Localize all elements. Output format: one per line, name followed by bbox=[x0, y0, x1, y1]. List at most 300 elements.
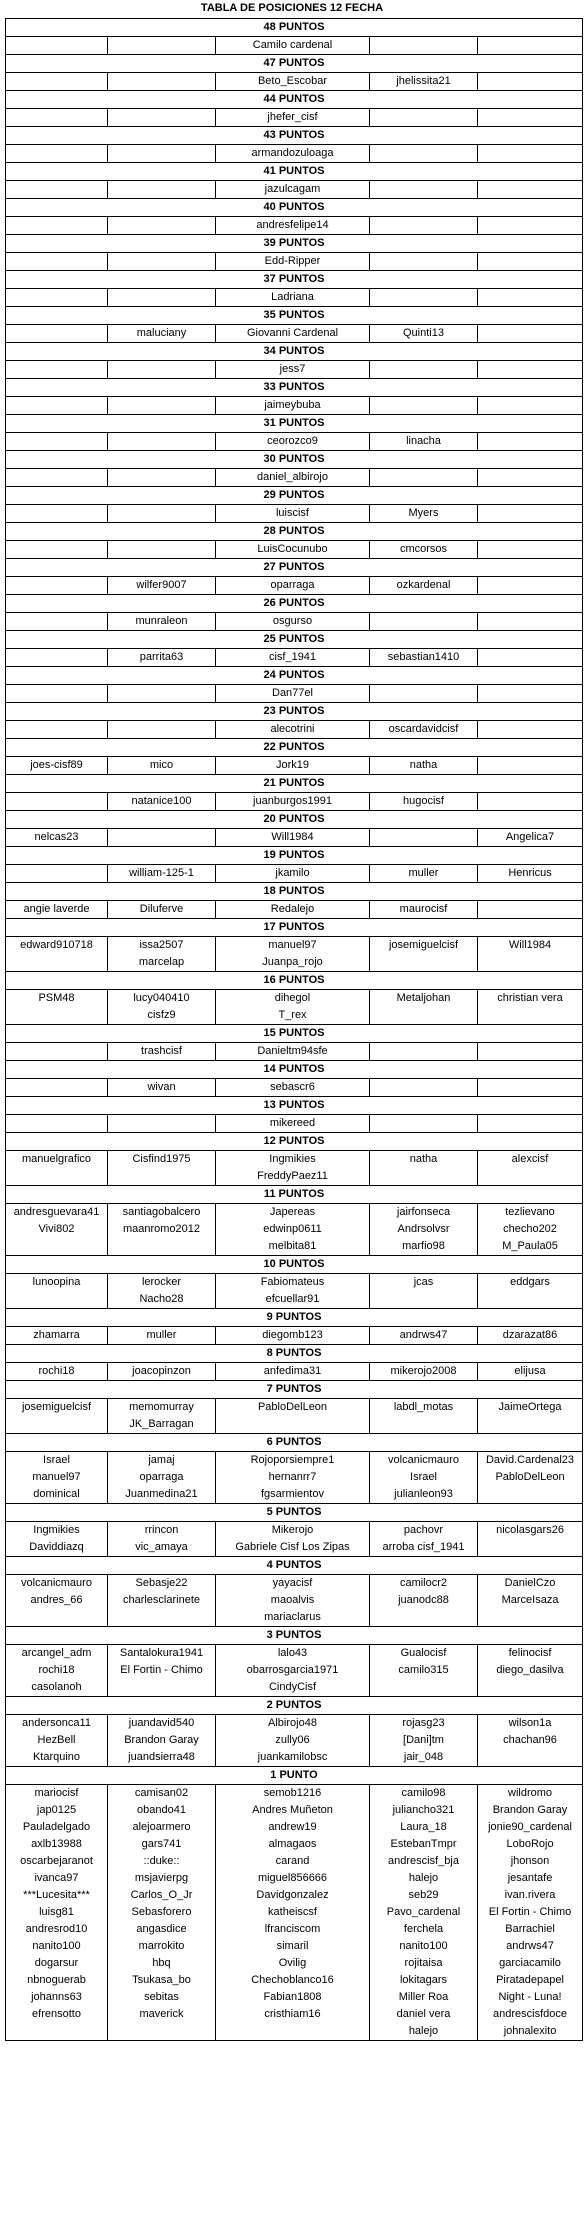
points-header: 23 PUNTOS bbox=[6, 703, 583, 721]
points-header: 16 PUNTOS bbox=[6, 972, 583, 990]
player-cell: andersonca11 bbox=[6, 1715, 108, 1733]
points-header: 48 PUNTOS bbox=[6, 19, 583, 37]
player-cell bbox=[370, 109, 478, 127]
player-cell: natanice100 bbox=[108, 793, 216, 811]
player-cell: Santalokura1941 bbox=[108, 1645, 216, 1663]
player-cell: edward910718 bbox=[6, 937, 108, 955]
player-cell: andres_66 bbox=[6, 1592, 108, 1609]
player-cell: Redalejo bbox=[216, 901, 370, 919]
table-row bbox=[6, 1399, 583, 1417]
points-header: 34 PUNTOS bbox=[6, 343, 583, 361]
player-cell: LoboRojo bbox=[478, 1836, 583, 1853]
player-cell: diego_dasilva bbox=[478, 1662, 583, 1679]
player-cell: josemiguelcisf bbox=[370, 937, 478, 955]
player-cell: natha bbox=[370, 757, 478, 775]
player-cell: andresfelipe14 bbox=[216, 217, 370, 235]
player-cell: jazulcagam bbox=[216, 181, 370, 199]
player-cell: juliancho321 bbox=[370, 1802, 478, 1819]
player-cell: Ovilig bbox=[216, 1955, 370, 1972]
player-cell: garciacamilo bbox=[478, 1955, 583, 1972]
player-cell: marcelap bbox=[108, 954, 216, 972]
points-header: 13 PUNTOS bbox=[6, 1097, 583, 1115]
player-cell: lunoopina bbox=[6, 1274, 108, 1292]
player-cell: Rojoporsiempre1 bbox=[216, 1452, 370, 1470]
player-cell: santiagobalcero bbox=[108, 1204, 216, 1222]
points-header-row bbox=[6, 271, 583, 289]
player-cell bbox=[478, 685, 583, 703]
table-row bbox=[6, 2006, 583, 2023]
player-cell bbox=[478, 1168, 583, 1186]
table-row bbox=[6, 1522, 583, 1540]
player-cell: andrew19 bbox=[216, 1819, 370, 1836]
table-row bbox=[6, 217, 583, 235]
table-row bbox=[6, 1363, 583, 1381]
points-header-row bbox=[6, 235, 583, 253]
points-header-row bbox=[6, 199, 583, 217]
player-cell: jkamilo bbox=[216, 865, 370, 883]
player-cell: joes-cisf89 bbox=[6, 757, 108, 775]
player-cell bbox=[478, 505, 583, 523]
player-cell: lalo43 bbox=[216, 1645, 370, 1663]
player-cell: juanodc88 bbox=[370, 1592, 478, 1609]
player-cell bbox=[370, 253, 478, 271]
points-header: 44 PUNTOS bbox=[6, 91, 583, 109]
player-cell: hbq bbox=[108, 1955, 216, 1972]
player-cell: Nacho28 bbox=[108, 1291, 216, 1309]
table-row bbox=[6, 145, 583, 163]
points-header-row bbox=[6, 1256, 583, 1274]
points-header-row bbox=[6, 1133, 583, 1151]
player-cell: maanromo2012 bbox=[108, 1221, 216, 1238]
points-header: 25 PUNTOS bbox=[6, 631, 583, 649]
player-cell: Fabiomateus bbox=[216, 1274, 370, 1292]
player-cell: juankamilobsc bbox=[216, 1749, 370, 1767]
points-header-row bbox=[6, 1767, 583, 1785]
player-cell bbox=[370, 1609, 478, 1627]
player-cell: jaimeybuba bbox=[216, 397, 370, 415]
points-header-row bbox=[6, 1097, 583, 1115]
player-cell bbox=[478, 1749, 583, 1767]
player-cell: Juanpa_rojo bbox=[216, 954, 370, 972]
player-cell: ::duke:: bbox=[108, 1853, 216, 1870]
player-cell: eddgars bbox=[478, 1274, 583, 1292]
player-cell: volcanicmauro bbox=[370, 1452, 478, 1470]
player-cell bbox=[478, 1043, 583, 1061]
player-cell bbox=[108, 505, 216, 523]
player-cell bbox=[478, 109, 583, 127]
player-cell bbox=[6, 73, 108, 91]
points-header: 39 PUNTOS bbox=[6, 235, 583, 253]
player-cell: gars741 bbox=[108, 1836, 216, 1853]
player-cell bbox=[478, 1115, 583, 1133]
player-cell: Laura_18 bbox=[370, 1819, 478, 1836]
player-cell: Will1984 bbox=[478, 937, 583, 955]
player-cell: Diluferve bbox=[108, 901, 216, 919]
points-header: 43 PUNTOS bbox=[6, 127, 583, 145]
points-header: 14 PUNTOS bbox=[6, 1061, 583, 1079]
player-cell: HezBell bbox=[6, 1732, 108, 1749]
player-cell bbox=[6, 433, 108, 451]
player-cell: Pauladelgado bbox=[6, 1819, 108, 1836]
player-cell: Dan77el bbox=[216, 685, 370, 703]
player-cell: Barrachiel bbox=[478, 1921, 583, 1938]
player-cell: jap0125 bbox=[6, 1802, 108, 1819]
table-row bbox=[6, 901, 583, 919]
player-cell: Myers bbox=[370, 505, 478, 523]
player-cell: FreddyPaez11 bbox=[216, 1168, 370, 1186]
points-header-row bbox=[6, 1345, 583, 1363]
player-cell: Japereas bbox=[216, 1204, 370, 1222]
player-cell bbox=[108, 721, 216, 739]
player-cell: Sebasje22 bbox=[108, 1575, 216, 1593]
table-row bbox=[6, 181, 583, 199]
player-cell: camilo315 bbox=[370, 1662, 478, 1679]
player-cell bbox=[478, 721, 583, 739]
points-header: 11 PUNTOS bbox=[6, 1186, 583, 1204]
points-header-row bbox=[6, 343, 583, 361]
player-cell bbox=[6, 361, 108, 379]
points-header: 15 PUNTOS bbox=[6, 1025, 583, 1043]
player-cell bbox=[478, 73, 583, 91]
player-cell bbox=[108, 217, 216, 235]
table-row bbox=[6, 865, 583, 883]
player-cell: Carlos_O_Jr bbox=[108, 1887, 216, 1904]
player-cell bbox=[478, 289, 583, 307]
player-cell: Vivi802 bbox=[6, 1221, 108, 1238]
player-cell: memomurray bbox=[108, 1399, 216, 1417]
player-cell bbox=[478, 1539, 583, 1557]
player-cell: Mikerojo bbox=[216, 1522, 370, 1540]
player-cell: oscarbejaranot bbox=[6, 1853, 108, 1870]
player-cell bbox=[6, 289, 108, 307]
player-cell bbox=[370, 469, 478, 487]
player-cell: manuel97 bbox=[216, 937, 370, 955]
table-row bbox=[6, 990, 583, 1008]
points-header: 31 PUNTOS bbox=[6, 415, 583, 433]
table-row bbox=[6, 1679, 583, 1697]
player-cell: zhamarra bbox=[6, 1327, 108, 1345]
table-row bbox=[6, 361, 583, 379]
player-cell: daniel_albirojo bbox=[216, 469, 370, 487]
player-cell bbox=[108, 253, 216, 271]
points-header-row bbox=[6, 775, 583, 793]
player-cell: jair_048 bbox=[370, 1749, 478, 1767]
table-row bbox=[6, 1221, 583, 1238]
player-cell bbox=[108, 685, 216, 703]
player-cell bbox=[108, 73, 216, 91]
player-cell: juandsierra48 bbox=[108, 1749, 216, 1767]
player-cell: rojasg23 bbox=[370, 1715, 478, 1733]
player-cell: checho202 bbox=[478, 1221, 583, 1238]
player-cell bbox=[478, 1007, 583, 1025]
player-cell: [Dani]tm bbox=[370, 1732, 478, 1749]
player-cell: zully06 bbox=[216, 1732, 370, 1749]
points-header-row bbox=[6, 1557, 583, 1575]
player-cell: rochi18 bbox=[6, 1662, 108, 1679]
player-cell: Chechoblanco16 bbox=[216, 1972, 370, 1989]
player-cell: camilo98 bbox=[370, 1785, 478, 1803]
player-cell bbox=[478, 397, 583, 415]
points-header-row bbox=[6, 1186, 583, 1204]
player-cell: juanburgos1991 bbox=[216, 793, 370, 811]
points-header-row bbox=[6, 307, 583, 325]
player-cell: jcas bbox=[370, 1274, 478, 1292]
table-row bbox=[6, 1921, 583, 1938]
player-cell bbox=[6, 1007, 108, 1025]
player-cell: Tsukasa_bo bbox=[108, 1972, 216, 1989]
player-cell: linacha bbox=[370, 433, 478, 451]
player-cell: PabloDelLeon bbox=[478, 1469, 583, 1486]
points-header-row bbox=[6, 55, 583, 73]
points-header: 10 PUNTOS bbox=[6, 1256, 583, 1274]
player-cell: felinocisf bbox=[478, 1645, 583, 1663]
player-cell: anfedima31 bbox=[216, 1363, 370, 1381]
points-header: 21 PUNTOS bbox=[6, 775, 583, 793]
player-cell: oscardavidcisf bbox=[370, 721, 478, 739]
player-cell: dogarsur bbox=[6, 1955, 108, 1972]
player-cell: alecotrini bbox=[216, 721, 370, 739]
player-cell bbox=[370, 145, 478, 163]
table-row bbox=[6, 1715, 583, 1733]
player-cell: maverick bbox=[108, 2006, 216, 2023]
points-header-row bbox=[6, 415, 583, 433]
player-cell bbox=[108, 1238, 216, 1256]
player-cell: tezlievano bbox=[478, 1204, 583, 1222]
player-cell bbox=[108, 145, 216, 163]
player-cell bbox=[478, 145, 583, 163]
player-cell bbox=[6, 721, 108, 739]
player-cell bbox=[6, 505, 108, 523]
player-cell: muller bbox=[108, 1327, 216, 1345]
player-cell bbox=[108, 1115, 216, 1133]
points-header-row bbox=[6, 127, 583, 145]
player-cell: sebitas bbox=[108, 1989, 216, 2006]
player-cell: El Fortin - Chimo bbox=[108, 1662, 216, 1679]
table-row bbox=[6, 1819, 583, 1836]
points-header-row bbox=[6, 1627, 583, 1645]
points-header: 3 PUNTOS bbox=[6, 1627, 583, 1645]
player-cell bbox=[6, 577, 108, 595]
player-cell: oparraga bbox=[216, 577, 370, 595]
player-cell: cristhiam16 bbox=[216, 2006, 370, 2023]
table-row bbox=[6, 757, 583, 775]
player-cell: Edd-Ripper bbox=[216, 253, 370, 271]
points-header-row bbox=[6, 91, 583, 109]
player-cell: Camilo cardenal bbox=[216, 37, 370, 55]
points-header-row bbox=[6, 1309, 583, 1327]
player-cell: andrws47 bbox=[478, 1938, 583, 1955]
player-cell: camisan02 bbox=[108, 1785, 216, 1803]
points-header: 28 PUNTOS bbox=[6, 523, 583, 541]
player-cell bbox=[370, 397, 478, 415]
player-cell bbox=[370, 1079, 478, 1097]
player-cell: angie laverde bbox=[6, 901, 108, 919]
player-cell: Brandon Garay bbox=[478, 1802, 583, 1819]
points-header: 47 PUNTOS bbox=[6, 55, 583, 73]
table-row bbox=[6, 1938, 583, 1955]
player-cell bbox=[478, 1291, 583, 1309]
player-cell: cisf_1941 bbox=[216, 649, 370, 667]
table-row bbox=[6, 1732, 583, 1749]
points-header-row bbox=[6, 163, 583, 181]
table-row bbox=[6, 1168, 583, 1186]
points-header-row bbox=[6, 595, 583, 613]
player-cell: nbnoguerab bbox=[6, 1972, 108, 1989]
player-cell bbox=[6, 685, 108, 703]
points-header: 24 PUNTOS bbox=[6, 667, 583, 685]
player-cell: David.Cardenal23 bbox=[478, 1452, 583, 1470]
player-cell: Andres Muñeton bbox=[216, 1802, 370, 1819]
player-cell: christian vera bbox=[478, 990, 583, 1008]
player-cell: maoalvis bbox=[216, 1592, 370, 1609]
table-row bbox=[6, 1274, 583, 1292]
player-cell: dzarazat86 bbox=[478, 1327, 583, 1345]
player-cell: simaril bbox=[216, 1938, 370, 1955]
player-cell: El Fortin - Chimo bbox=[478, 1904, 583, 1921]
player-cell: diegomb123 bbox=[216, 1327, 370, 1345]
player-cell: nanito100 bbox=[370, 1938, 478, 1955]
points-header-row bbox=[6, 631, 583, 649]
player-cell bbox=[370, 954, 478, 972]
player-cell bbox=[370, 1291, 478, 1309]
player-cell: cisfz9 bbox=[108, 1007, 216, 1025]
player-cell: carand bbox=[216, 1853, 370, 1870]
player-cell: Gabriele Cisf Los Zipas bbox=[216, 1539, 370, 1557]
player-cell: alejoarmero bbox=[108, 1819, 216, 1836]
points-header: 37 PUNTOS bbox=[6, 271, 583, 289]
table-row bbox=[6, 253, 583, 271]
player-cell: Quinti13 bbox=[370, 325, 478, 343]
player-cell bbox=[478, 541, 583, 559]
player-cell bbox=[478, 253, 583, 271]
points-header: 1 PUNTO bbox=[6, 1767, 583, 1785]
player-cell: almagaos bbox=[216, 1836, 370, 1853]
points-header-row bbox=[6, 667, 583, 685]
table-row bbox=[6, 1469, 583, 1486]
player-cell: Daviddiazq bbox=[6, 1539, 108, 1557]
table-row bbox=[6, 1662, 583, 1679]
player-cell bbox=[370, 1679, 478, 1697]
player-cell bbox=[6, 109, 108, 127]
player-cell bbox=[370, 829, 478, 847]
points-header: 22 PUNTOS bbox=[6, 739, 583, 757]
player-cell: andrescisf_bja bbox=[370, 1853, 478, 1870]
table-row bbox=[6, 1887, 583, 1904]
player-cell bbox=[6, 253, 108, 271]
player-cell: Fabian1808 bbox=[216, 1989, 370, 2006]
player-cell: armandozuloaga bbox=[216, 145, 370, 163]
player-cell: Albirojo48 bbox=[216, 1715, 370, 1733]
table-row bbox=[6, 1291, 583, 1309]
points-header-row bbox=[6, 1697, 583, 1715]
points-header-row bbox=[6, 919, 583, 937]
player-cell bbox=[478, 1079, 583, 1097]
standings-table bbox=[5, 18, 583, 2041]
player-cell: chachan96 bbox=[478, 1732, 583, 1749]
player-cell: Juanmedina21 bbox=[108, 1486, 216, 1504]
player-cell bbox=[6, 145, 108, 163]
points-header-row bbox=[6, 523, 583, 541]
points-header: 12 PUNTOS bbox=[6, 1133, 583, 1151]
player-cell: elijusa bbox=[478, 1363, 583, 1381]
table-row bbox=[6, 1989, 583, 2006]
player-cell: katheiscsf bbox=[216, 1904, 370, 1921]
player-cell: joacopinzon bbox=[108, 1363, 216, 1381]
table-row bbox=[6, 937, 583, 955]
player-cell: LuisCocunubo bbox=[216, 541, 370, 559]
table-row bbox=[6, 829, 583, 847]
player-cell: labdl_motas bbox=[370, 1399, 478, 1417]
player-cell: halejo bbox=[370, 2023, 478, 2041]
player-cell: Sebasforero bbox=[108, 1904, 216, 1921]
player-cell bbox=[6, 397, 108, 415]
player-cell bbox=[6, 1291, 108, 1309]
table-row bbox=[6, 325, 583, 343]
player-cell: miguel856666 bbox=[216, 1870, 370, 1887]
player-cell bbox=[478, 649, 583, 667]
player-cell: wilson1a bbox=[478, 1715, 583, 1733]
player-cell: Andrsolvsr bbox=[370, 1221, 478, 1238]
player-cell bbox=[108, 1609, 216, 1627]
player-cell: DanielCzo bbox=[478, 1575, 583, 1593]
player-cell bbox=[370, 1043, 478, 1061]
player-cell: Pavo_cardenal bbox=[370, 1904, 478, 1921]
table-row bbox=[6, 1955, 583, 1972]
points-header: 29 PUNTOS bbox=[6, 487, 583, 505]
table-row bbox=[6, 685, 583, 703]
player-cell bbox=[6, 181, 108, 199]
player-cell bbox=[6, 1043, 108, 1061]
player-cell: oparraga bbox=[108, 1469, 216, 1486]
table-row bbox=[6, 433, 583, 451]
player-cell bbox=[478, 613, 583, 631]
player-cell bbox=[370, 1007, 478, 1025]
player-cell bbox=[108, 2023, 216, 2041]
player-cell bbox=[108, 541, 216, 559]
player-cell bbox=[478, 1609, 583, 1627]
points-header-row bbox=[6, 811, 583, 829]
player-cell bbox=[478, 954, 583, 972]
player-cell: mikereed bbox=[216, 1115, 370, 1133]
table-row bbox=[6, 1079, 583, 1097]
player-cell: efrensotto bbox=[6, 2006, 108, 2023]
player-cell bbox=[6, 1238, 108, 1256]
player-cell: lokitagars bbox=[370, 1972, 478, 1989]
player-cell: jhelissita21 bbox=[370, 73, 478, 91]
table-row bbox=[6, 1043, 583, 1061]
player-cell: cmcorsos bbox=[370, 541, 478, 559]
player-cell: manuelgrafico bbox=[6, 1151, 108, 1169]
player-cell: Giovanni Cardenal bbox=[216, 325, 370, 343]
player-cell: edwinp0611 bbox=[216, 1221, 370, 1238]
player-cell bbox=[478, 217, 583, 235]
player-cell: ceorozco9 bbox=[216, 433, 370, 451]
player-cell: mariocisf bbox=[6, 1785, 108, 1803]
player-cell bbox=[6, 37, 108, 55]
player-cell: MarceIsaza bbox=[478, 1592, 583, 1609]
points-header-row bbox=[6, 487, 583, 505]
player-cell: M_Paula05 bbox=[478, 1238, 583, 1256]
player-cell bbox=[478, 433, 583, 451]
player-cell: jonie90_cardenal bbox=[478, 1819, 583, 1836]
table-row bbox=[6, 1539, 583, 1557]
player-cell: marfio98 bbox=[370, 1238, 478, 1256]
table-row bbox=[6, 1592, 583, 1609]
player-cell bbox=[478, 325, 583, 343]
player-cell bbox=[370, 1115, 478, 1133]
points-header: 2 PUNTOS bbox=[6, 1697, 583, 1715]
player-cell: jamaj bbox=[108, 1452, 216, 1470]
